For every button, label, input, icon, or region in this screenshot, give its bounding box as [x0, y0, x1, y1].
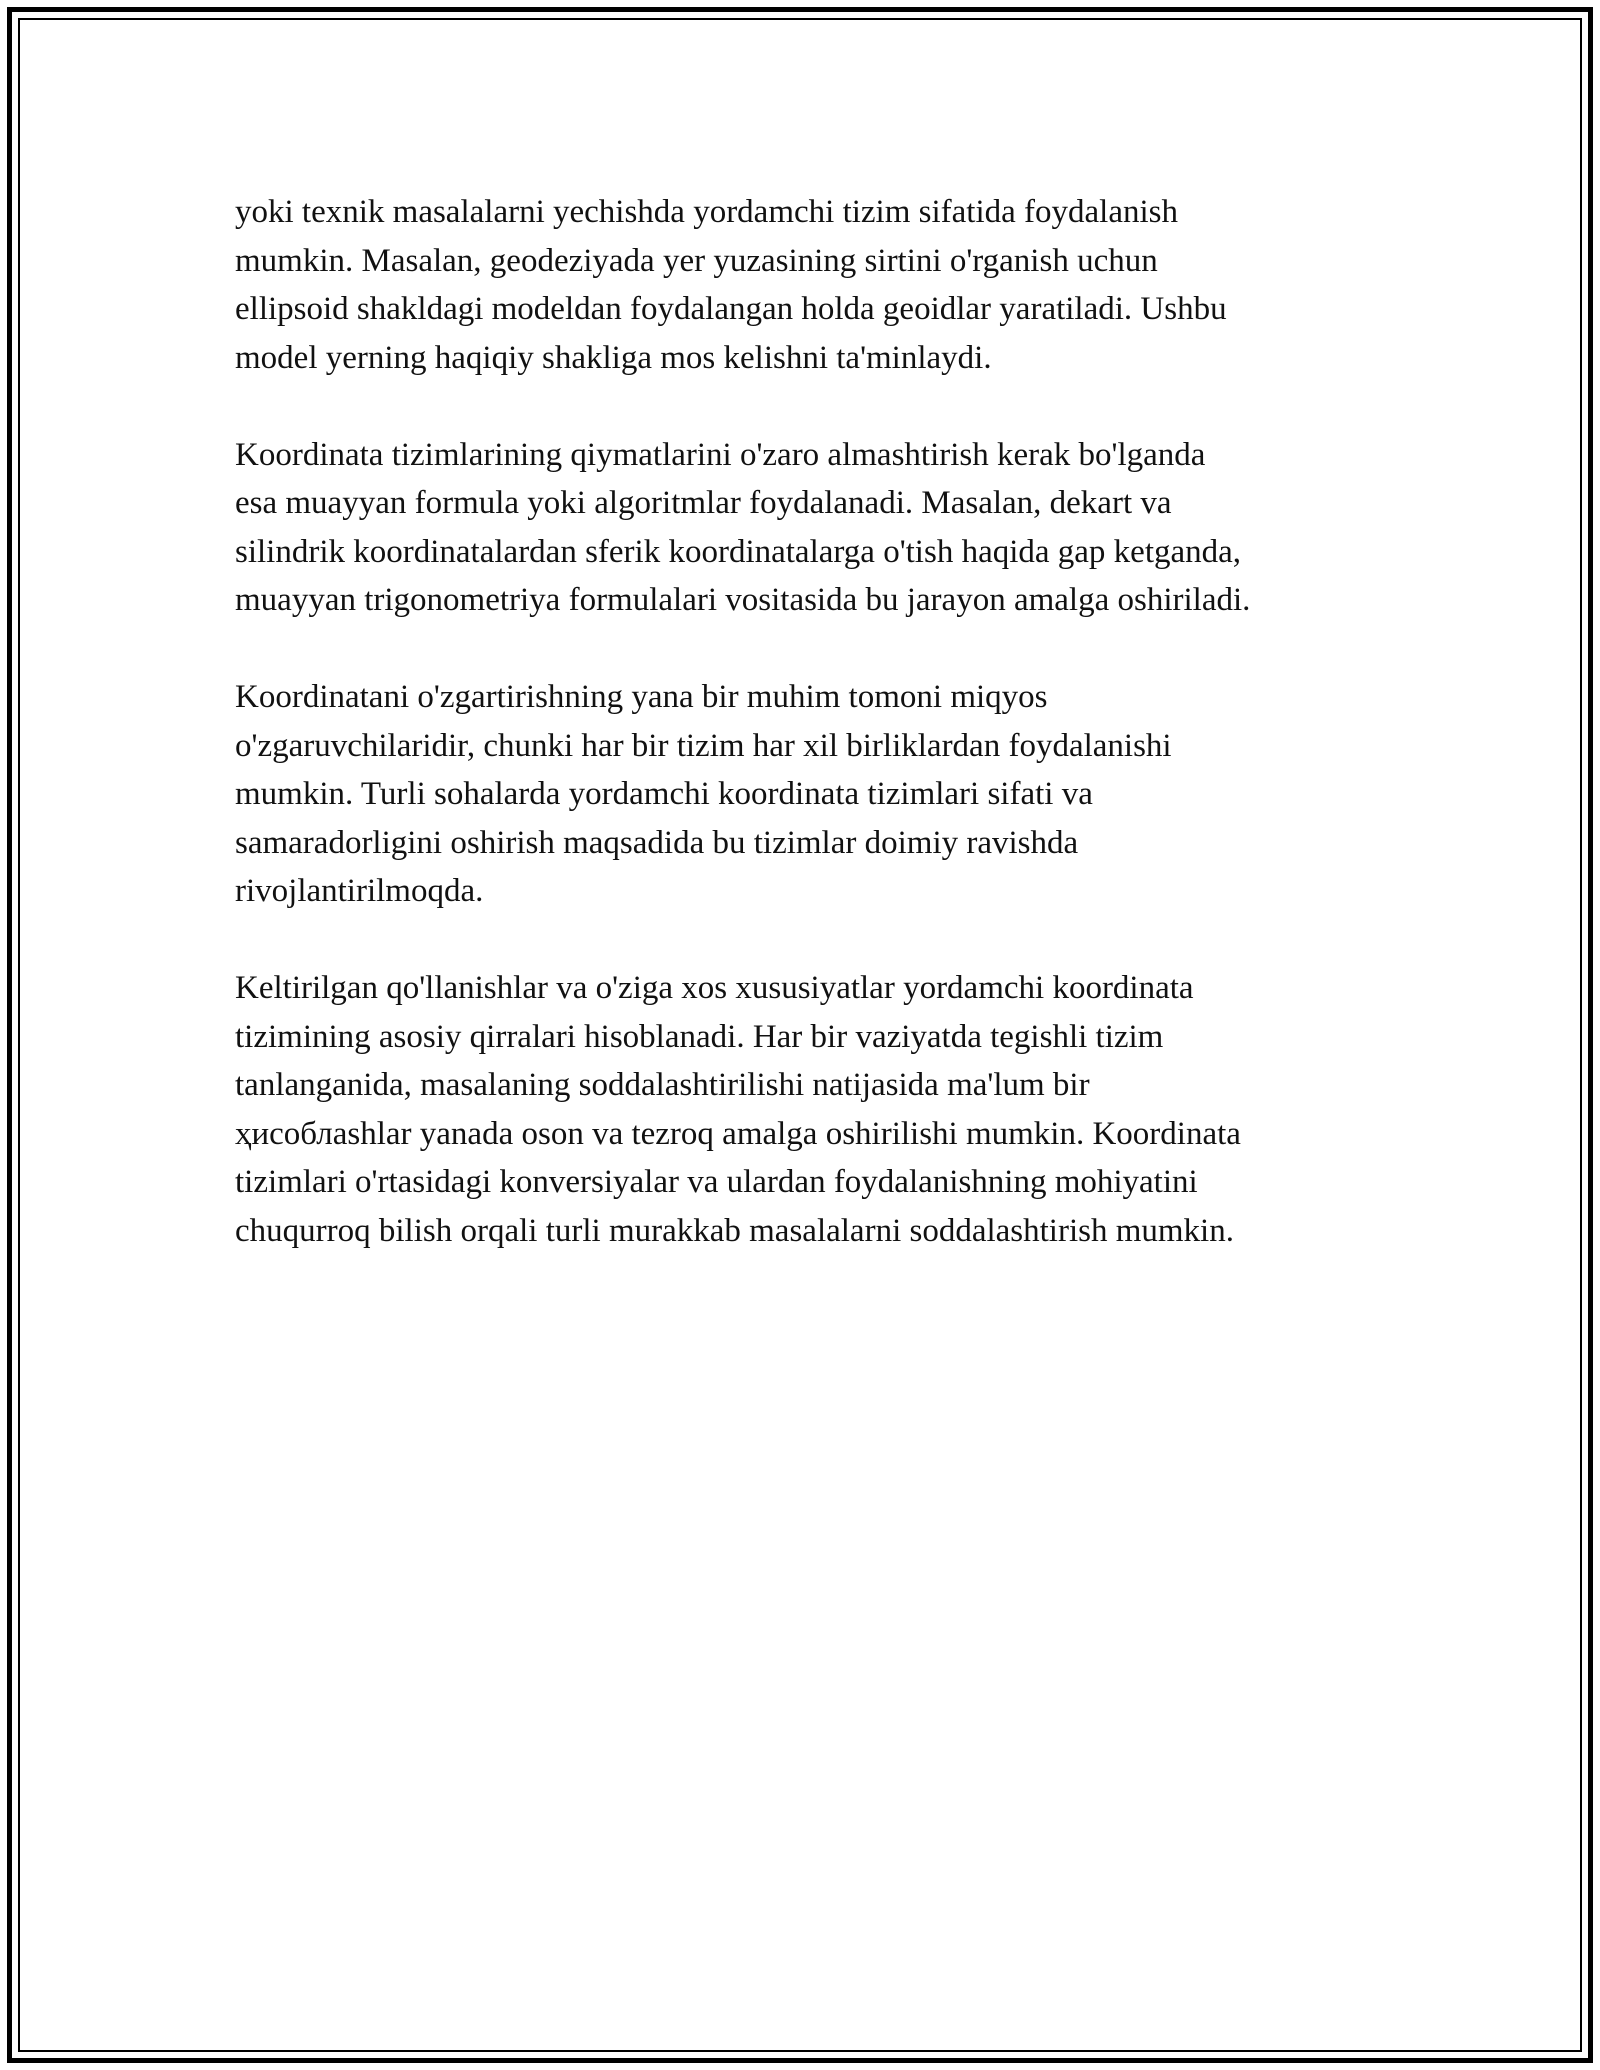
text-line: Keltirilgan qo'llanishlar va o'ziga xos xususiyatlar yordamchi koordinata	[235, 970, 1194, 1006]
document-body	[235, 188, 1385, 1304]
paragraph-4	[235, 964, 1385, 1255]
text-line: ellipsoid shakldagi modeldan foydalangan holda geoidlar yaratiladi. Ushbu	[235, 291, 1227, 327]
paragraph-3	[235, 673, 1385, 916]
text-line: silindrik koordinatalardan sferik koordinatalarga o'tish haqida gap ketganda,	[235, 533, 1242, 570]
text-line: model yerning haqiqiy shakliga mos kelishni ta'minlaydi.	[235, 339, 992, 376]
text-line: muayyan trigonometriya formulalari vositasida bu jarayon amalga oshiriladi.	[235, 582, 1251, 618]
text-line: Koordinatani o'zgartirishning yana bir muhim tomoni miqyos	[235, 679, 1048, 715]
text-line: o'zgaruvchilaridir, chunki har bir tizim har xil birliklardan foydalanishi	[235, 727, 1172, 764]
text-line: tizimlari o'rtasidagi konversiyalar va ulardan foydalanishning mohiyatini	[235, 1164, 1198, 1200]
text-line: rivojlantirilmoqda.	[235, 873, 484, 909]
text-line: mumkin. Masalan, geodeziyada yer yuzasining sirtini o'rganish uchun	[235, 242, 1158, 279]
text-line: yoki texnik masalalarni yechishda yordamchi tizim sifatida foydalanish	[235, 194, 1178, 230]
text-line: samaradorligini oshirish maqsadida bu tizimlar doimiy ravishda	[235, 824, 1079, 861]
text-line: esa muayyan formula yoki algoritmlar foydalanadi. Masalan, dekart va	[235, 485, 1172, 521]
paragraph-1	[235, 188, 1385, 382]
text-line: tanlanganida, masalaning soddalashtirilishi natijasida ma'lum bir	[235, 1067, 1090, 1103]
text-line: Koordinata tizimlarining qiymatlarini o'zaro almashtirish kerak bo'lganda	[235, 436, 1206, 473]
text-line: ҳисоблashlar yanada oson va tezroq amalga oshirilishi mumkin. Koordinata	[235, 1115, 1241, 1152]
paragraph-2	[235, 431, 1385, 625]
text-line: tizimining asosiy qirralari hisoblanadi. Har bir vaziyatda tegishli tizim	[235, 1018, 1164, 1055]
text-line: chuqurroq bilish orqali turli murakkab masalalarni soddalashtirish mumkin.	[235, 1212, 1234, 1249]
text-line: mumkin. Turli sohalarda yordamchi koordinata tizimlari sifati va	[235, 776, 1093, 812]
